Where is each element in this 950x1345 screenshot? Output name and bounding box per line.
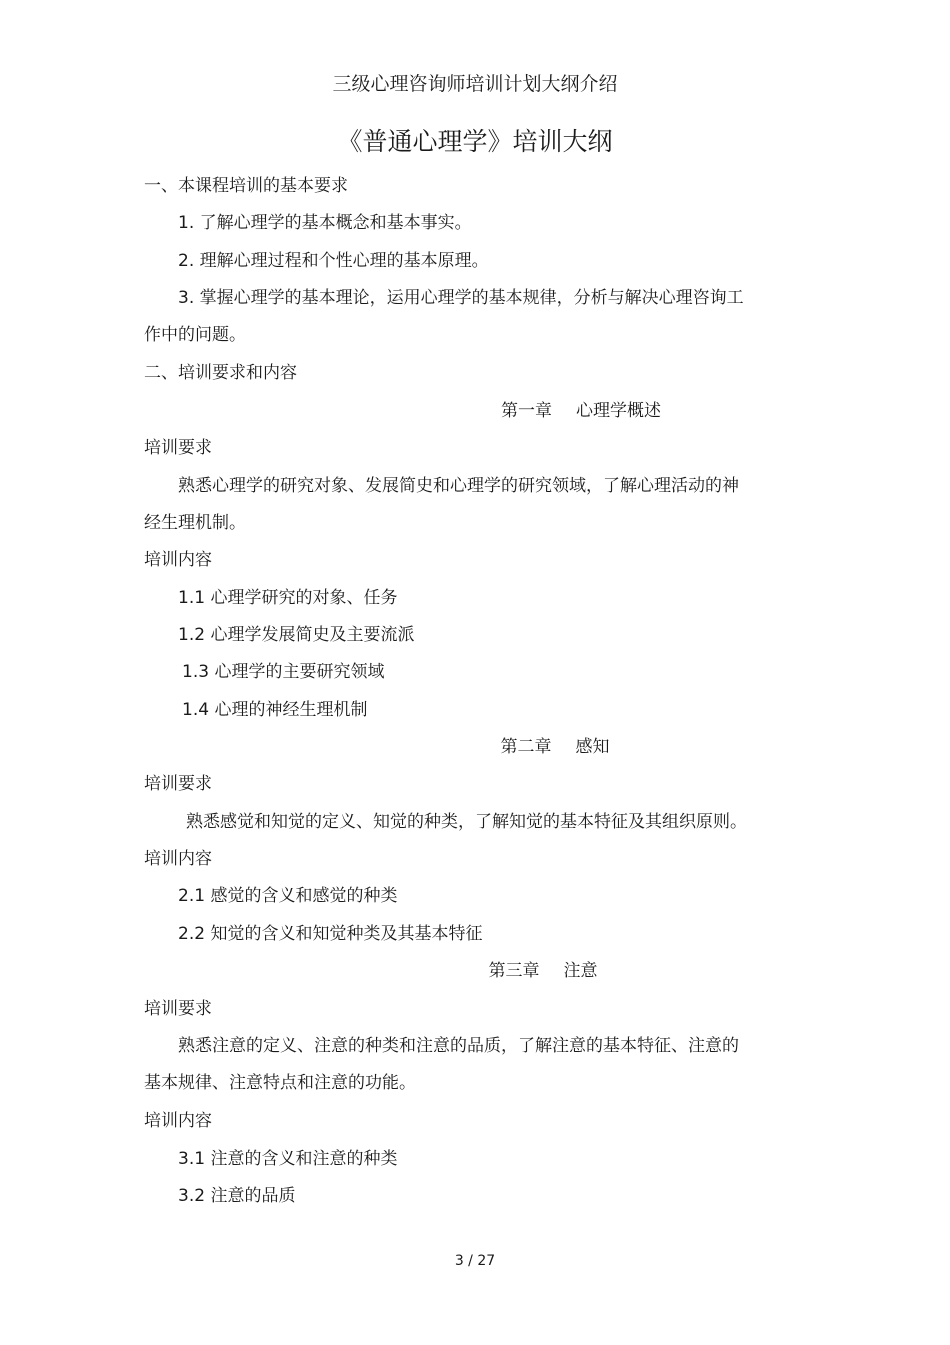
chapter-number: 第一章	[501, 401, 552, 421]
requirement-item: 1. 了解心理学的基本概念和基本事实。	[178, 213, 472, 233]
chapter-heading-3	[0, 960, 950, 982]
section-heading-2: 二、培训要求和内容	[144, 363, 297, 383]
training-requirement-text: 经生理机制。	[144, 513, 246, 533]
content-item: 2.1 感觉的含义和感觉的种类	[178, 886, 398, 906]
chapter-number: 第三章	[488, 961, 540, 981]
main-title: 《普通心理学》培训大纲	[337, 127, 613, 156]
training-requirement-label: 培训要求	[144, 438, 212, 458]
content-item: 1.3 心理学的主要研究领域	[182, 662, 385, 682]
training-requirement-label: 培训要求	[144, 999, 212, 1019]
training-requirement-text: 熟悉感觉和知觉的定义、知觉的种类，了解知觉的基本特征及其组织原则。	[186, 812, 747, 832]
requirement-item: 2. 理解心理过程和个性心理的基本原理。	[178, 251, 489, 271]
requirement-item-continued: 作中的问题。	[144, 325, 246, 345]
content-item: 1.4 心理的神经生理机制	[182, 700, 368, 720]
training-requirement-text: 熟悉注意的定义、注意的种类和注意的品质，了解注意的基本特征、注意的	[178, 1036, 739, 1056]
section-heading-1: 一、本课程培训的基本要求	[144, 176, 348, 196]
training-content-label: 培训内容	[144, 1111, 212, 1131]
content-item: 1.1 心理学研究的对象、任务	[178, 588, 398, 608]
content-item: 3.1 注意的含义和注意的种类	[178, 1149, 398, 1169]
chapter-heading-2	[0, 736, 950, 758]
training-requirement-label: 培训要求	[144, 774, 212, 794]
page-number: 3 / 27	[454, 1253, 496, 1269]
chapter-heading-1	[0, 400, 950, 422]
training-content-label: 培训内容	[144, 550, 212, 570]
content-item: 3.2 注意的品质	[178, 1186, 296, 1206]
training-content-label: 培训内容	[144, 849, 212, 869]
chapter-name: 注意	[563, 961, 598, 981]
chapter-number: 第二章	[500, 737, 552, 757]
training-requirement-text: 基本规律、注意特点和注意的功能。	[144, 1073, 416, 1093]
requirement-item: 3. 掌握心理学的基本理论，运用心理学的基本规律，分析与解决心理咨询工	[178, 288, 744, 308]
content-item: 1.2 心理学发展简史及主要流派	[178, 625, 415, 645]
training-requirement-text: 熟悉心理学的研究对象、发展简史和心理学的研究领域，了解心理活动的神	[178, 476, 739, 496]
document-title: 三级心理咨询师培训计划大纲介绍	[332, 73, 618, 95]
content-item: 2.2 知觉的含义和知觉种类及其基本特征	[178, 924, 483, 944]
chapter-name: 心理学概述	[576, 401, 661, 421]
chapter-name: 感知	[575, 737, 610, 757]
